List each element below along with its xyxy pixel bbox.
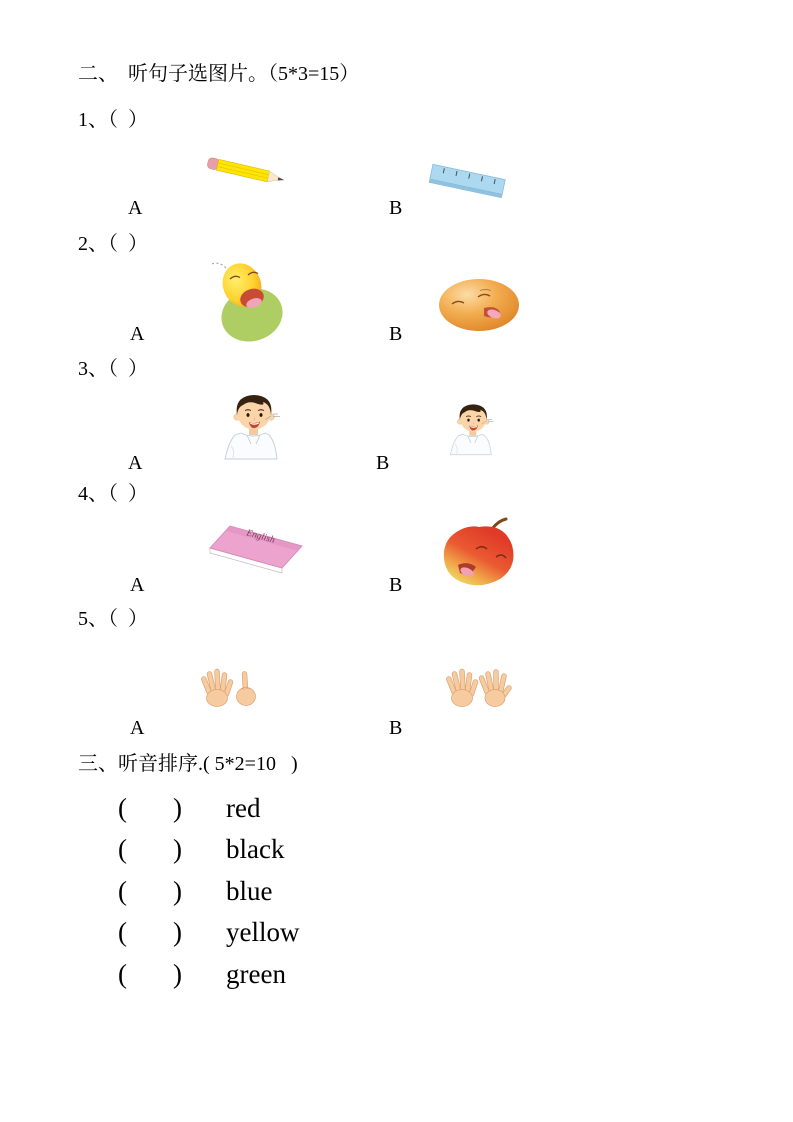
answer-bracket-close: ): [173, 876, 182, 906]
question-1-number: 1、（ ）: [78, 109, 148, 131]
color-word-black: black: [226, 834, 285, 864]
apple-image: [434, 515, 524, 593]
question-4-option-b-label: B: [389, 574, 403, 596]
color-word-yellow: yellow: [226, 917, 300, 947]
orange-image: [436, 276, 522, 334]
question-4-option-a-label: A: [130, 574, 145, 596]
answer-bracket-open: (: [118, 876, 127, 906]
color-word-green: green: [226, 959, 286, 989]
question-3-option-a-label: A: [128, 452, 143, 474]
question-4-number: 4、（ ）: [78, 483, 148, 505]
section-two-heading: 二、 听句子选图片。（5*3=15）: [78, 63, 360, 85]
color-word-blue: blue: [226, 876, 273, 906]
question-2-option-a-label: A: [130, 323, 145, 345]
question-1-option-b-label: B: [389, 197, 403, 219]
question-3-option-b-label: B: [376, 452, 390, 474]
hands-five-plus-one-image: [201, 663, 265, 709]
question-5-option-b-label: B: [389, 717, 403, 739]
pear-image: [206, 258, 288, 346]
ruler-image: [426, 160, 510, 204]
answer-bracket-close: ): [173, 793, 182, 823]
color-word-red: red: [226, 793, 261, 823]
answer-bracket-close: ): [173, 959, 182, 989]
question-2-number: 2、（ ）: [78, 233, 148, 255]
answer-bracket-open: (: [118, 834, 127, 864]
boy-speaking-image-a: [213, 389, 297, 461]
answer-bracket-open: (: [118, 793, 127, 823]
two-open-hands-image: [446, 663, 512, 709]
answer-bracket-close: ): [173, 834, 182, 864]
question-5-number: 5、（ ）: [78, 608, 148, 630]
question-5-option-a-label: A: [130, 717, 145, 739]
question-1-option-a-label: A: [128, 197, 143, 219]
english-book-image: [204, 520, 312, 576]
boy-speaking-image-b: [441, 396, 507, 460]
answer-bracket-open: (: [118, 959, 127, 989]
book-cover-title: English: [245, 528, 276, 546]
section-three-heading: 三、听音排序.( 5*2=10 ): [78, 753, 298, 775]
pencil-image: [203, 153, 291, 195]
question-3-number: 3、（ ）: [78, 358, 148, 380]
question-2-option-b-label: B: [389, 323, 403, 345]
answer-bracket-close: ): [173, 917, 182, 947]
answer-bracket-open: (: [118, 917, 127, 947]
